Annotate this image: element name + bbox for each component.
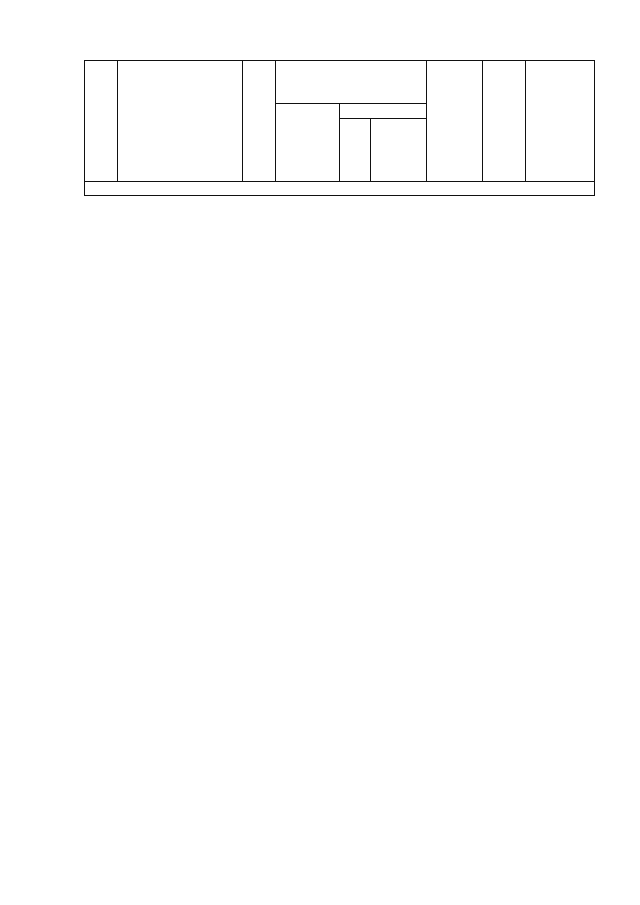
section-title — [85, 182, 595, 196]
col-unit-header — [243, 61, 276, 182]
col-indicator-header — [118, 61, 243, 182]
section-title-cell — [85, 182, 595, 196]
forest-data-table — [84, 60, 595, 196]
col-selective-header — [371, 119, 427, 182]
col-no-header — [85, 61, 118, 182]
col-emergency-header — [427, 61, 483, 182]
col-total-cut-header — [276, 104, 340, 182]
col-including-header — [340, 104, 427, 119]
col-result-header — [526, 61, 595, 182]
col-cutting-header — [276, 61, 427, 104]
header-row-1 — [85, 61, 595, 104]
col-clear-header — [340, 119, 371, 182]
col-deadwood-header — [483, 61, 526, 182]
